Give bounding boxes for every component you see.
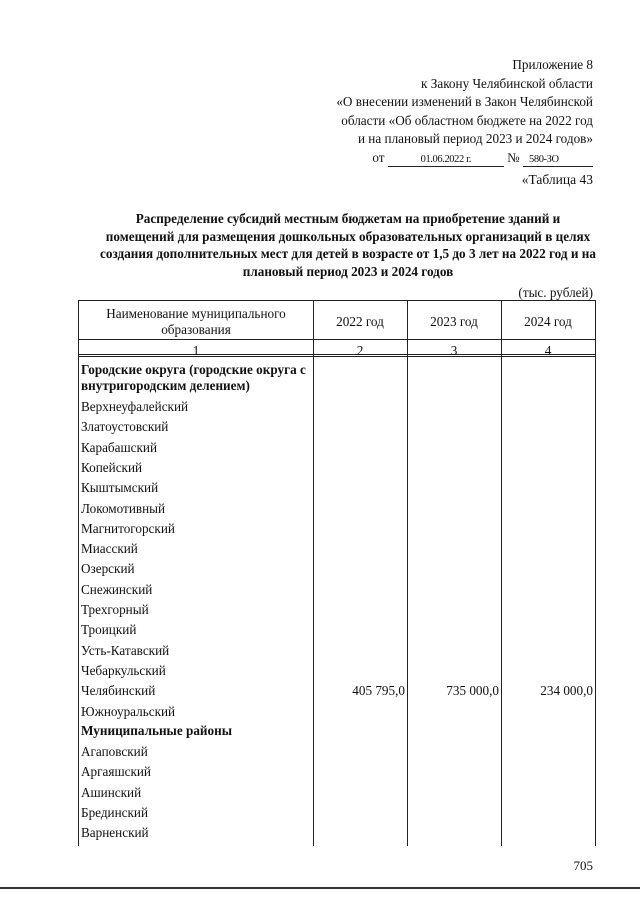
header-name: Наименование муниципального образования: [106, 306, 286, 337]
appendix-line-1: Приложение 8: [512, 57, 593, 72]
table-reference: «Таблица 43: [521, 172, 593, 187]
appendix-header: [336, 56, 593, 167]
header-2023: 2023 год: [430, 314, 478, 329]
number-label: №: [507, 149, 520, 165]
header-2022: 2022 год: [336, 314, 384, 329]
municipality-name: Трехгорный: [81, 602, 149, 617]
municipality-name: Брединский: [81, 805, 149, 820]
municipality-name: Ашинский: [81, 784, 142, 800]
municipality-name: Озерский: [81, 561, 135, 577]
group-title: Муниципальные районы: [81, 722, 232, 738]
column-number-2: 2: [356, 343, 364, 358]
amount-2023: 735 000,0: [446, 683, 499, 699]
appendix-line-3: «О внесении изменений в Закон Челябинской: [336, 94, 593, 109]
municipality-name: Чебаркульский: [81, 662, 166, 678]
municipality-name: Аргаяшский: [81, 764, 151, 780]
municipality-name: Троицкий: [81, 622, 137, 638]
appendix-line-2: к Закону Челябинской области: [421, 75, 593, 91]
header-2024: 2024 год: [524, 314, 572, 329]
units-label: (тыс. рублей): [518, 285, 593, 300]
document-title: Распределение субсидий местным бюджетам на приобретение зданий и помещений для размещения дошкольных образовательных организаций в целях создания дополнительных мест для детей в возрасте от 1,5 до 3 лет на 2022 год и на плановый период 2023 и 2024 годов: [100, 211, 596, 279]
bottom-rule: [0, 887, 640, 889]
page-number: 705: [573, 858, 593, 873]
column-divider: [407, 301, 408, 846]
column-number-1: 1: [192, 343, 200, 358]
municipality-name: Копейский: [81, 459, 143, 475]
municipality-name: Локомотивный: [81, 500, 166, 516]
column-number-4: 4: [544, 343, 552, 358]
amount-2024: 234 000,0: [540, 683, 593, 699]
law-number: 580-ЗО: [523, 153, 593, 167]
appendix-line-5: и на плановый период 2023 и 2024 годов»: [357, 131, 593, 146]
law-date-number-line: [336, 149, 593, 168]
municipality-name: Челябинский: [81, 683, 156, 699]
amount-2022: 405 795,0: [352, 683, 405, 699]
column-divider: [501, 301, 502, 846]
group-title: Городские округа (городские округа с внутригородским делением): [81, 362, 306, 393]
column-divider: [313, 301, 314, 846]
subsidy-table: [78, 300, 596, 846]
municipality-name: Снежинский: [81, 581, 153, 597]
municipality-name: Златоустовский: [81, 419, 169, 435]
municipality-name: Южноуральский: [81, 703, 176, 719]
municipality-name: Кыштымский: [81, 480, 159, 496]
appendix-line-4: области «Об областном бюджете на 2022 год: [341, 112, 593, 128]
municipality-name: Верхнеуфалейский: [81, 399, 189, 414]
municipality-name: Карабашский: [81, 439, 158, 455]
municipality-name: Магнитогорский: [81, 520, 175, 536]
municipality-name: Агаповский: [81, 744, 148, 760]
municipality-name: Варненский: [81, 825, 149, 841]
law-date: 01.06.2022 г.: [388, 153, 504, 167]
header-divider: [79, 339, 595, 340]
from-label: от: [372, 149, 385, 165]
municipality-name: Миасский: [81, 541, 138, 557]
column-number-3: 3: [450, 343, 458, 358]
municipality-name: Усть-Катавский: [81, 642, 170, 658]
